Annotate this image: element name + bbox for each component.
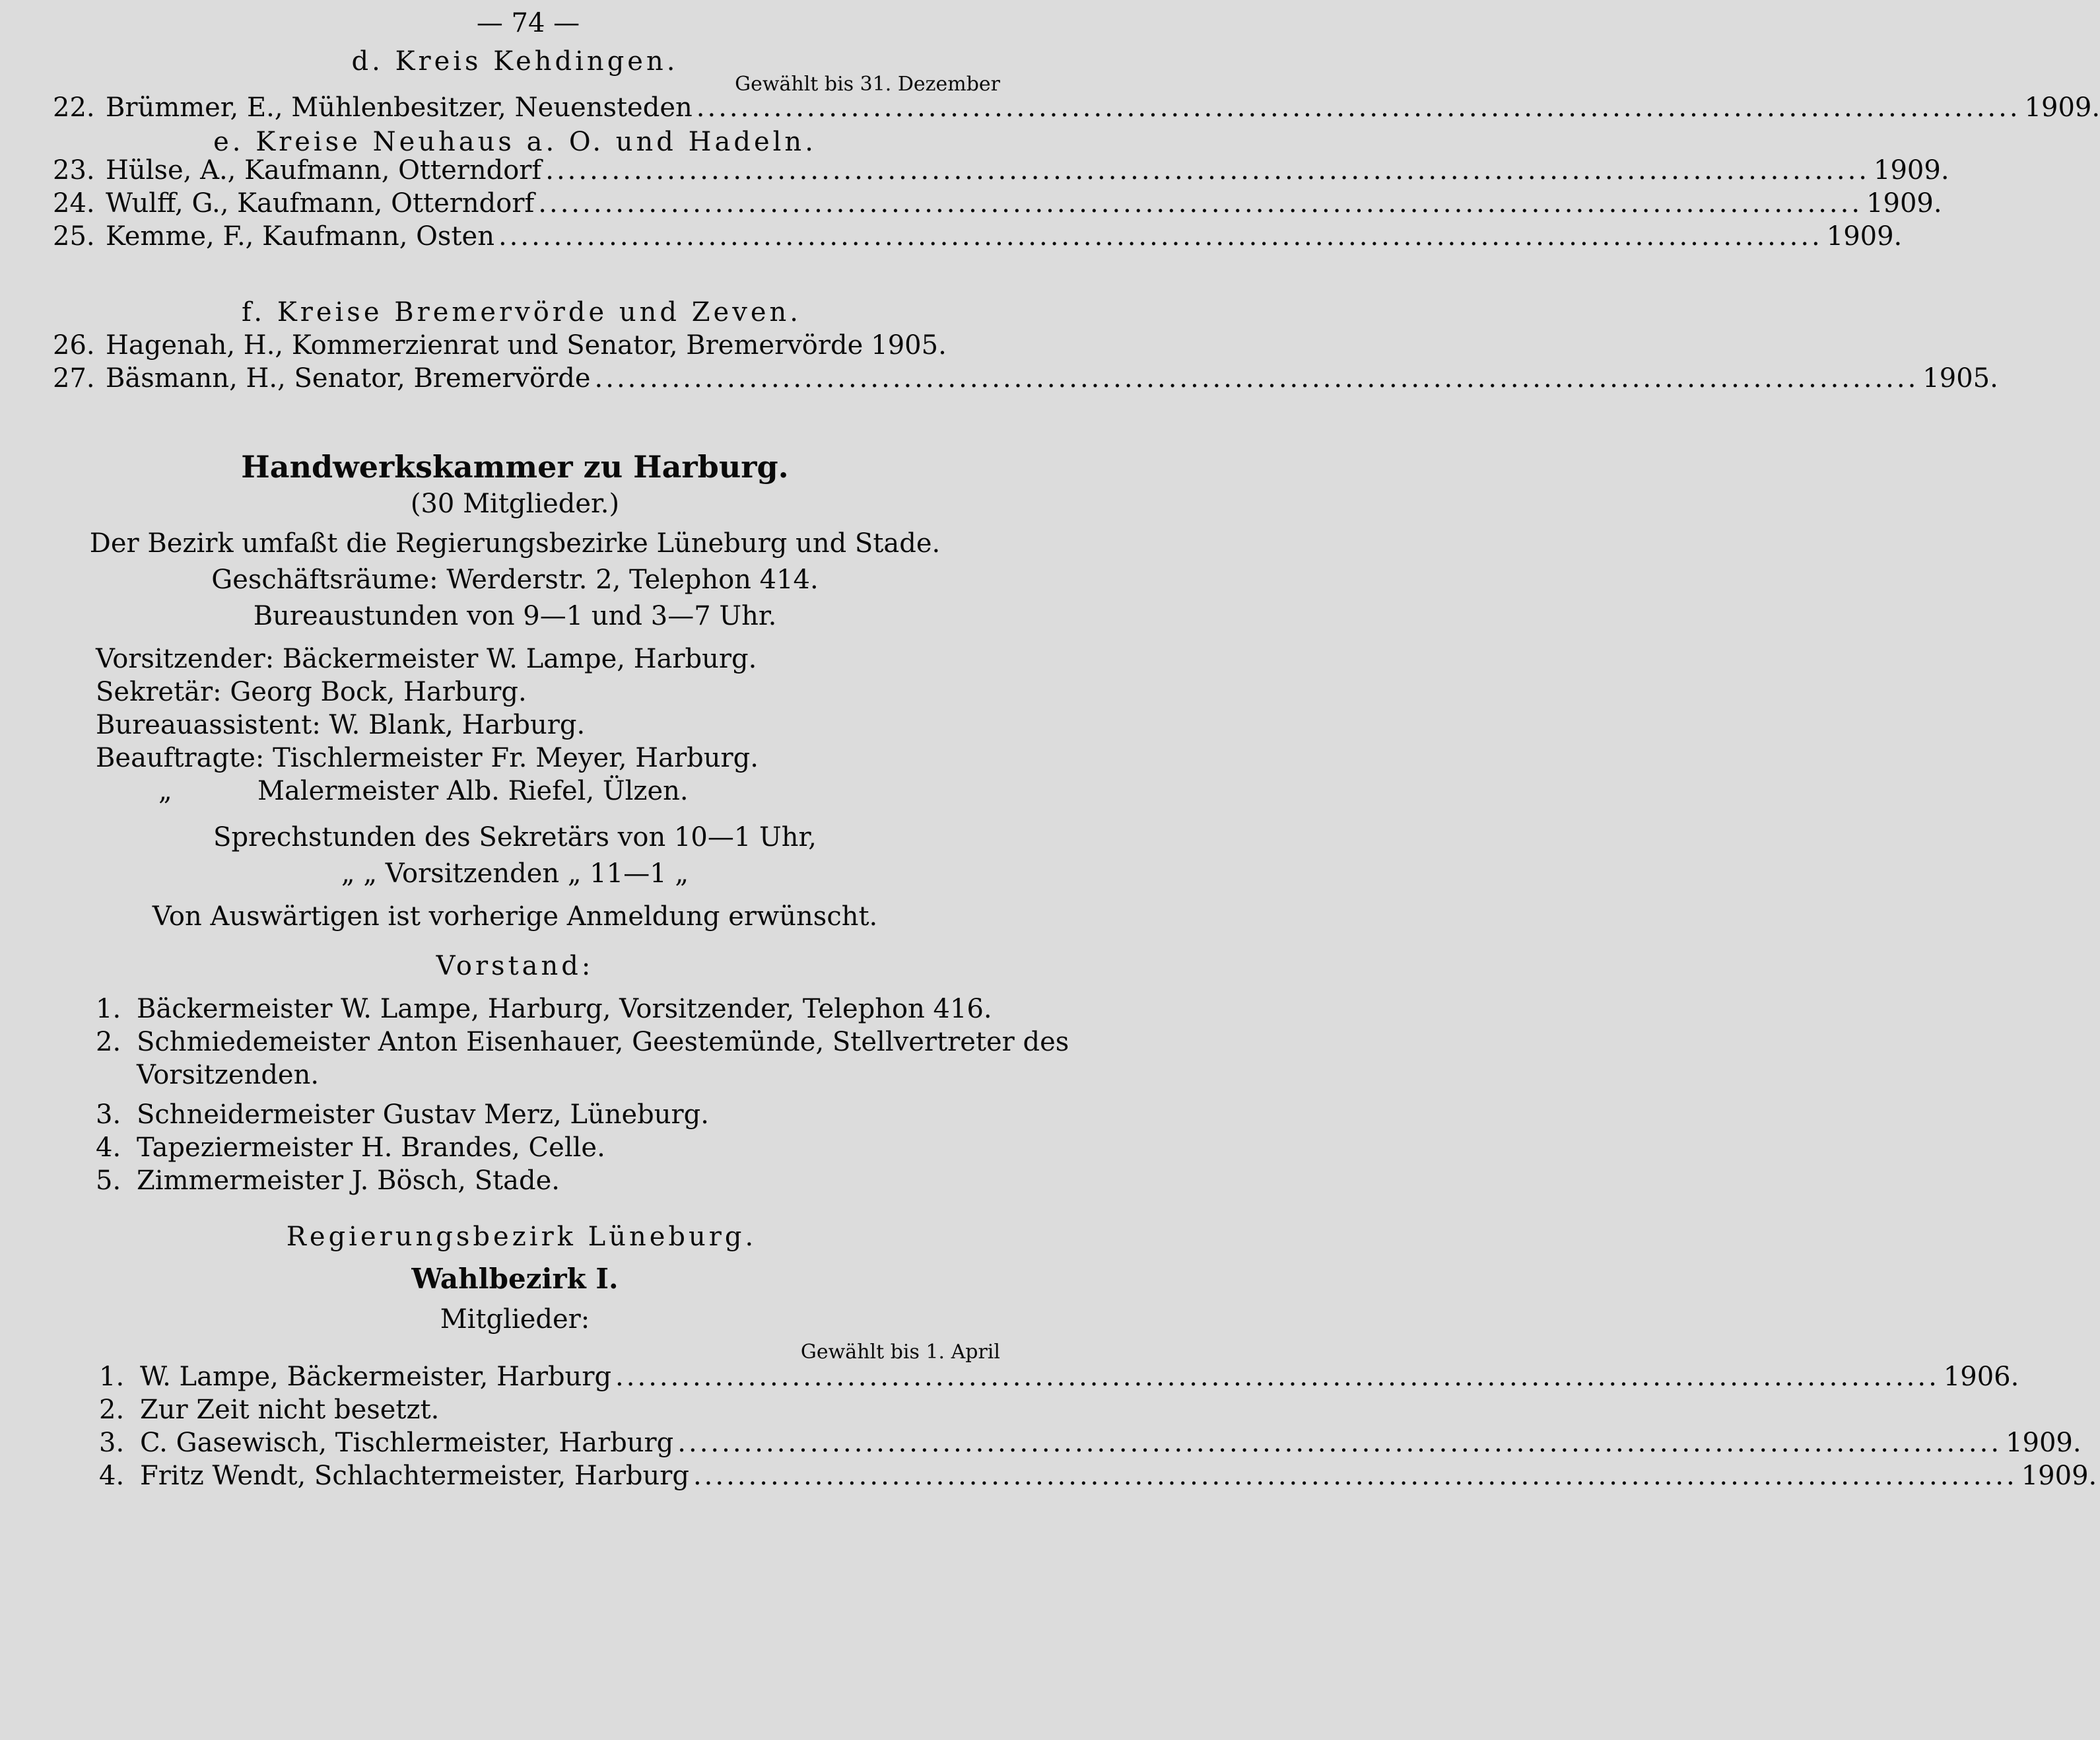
- row-year: 1909.: [1874, 155, 1949, 186]
- region-title: Regierungsbezirk Lüneburg.: [286, 1222, 757, 1252]
- elected-until-note: Gewählt bis 31. Dezember: [735, 73, 1000, 96]
- row-number: 2.: [99, 1395, 125, 1425]
- ditto-mark: „: [158, 776, 172, 806]
- row-number: 22.: [53, 92, 95, 123]
- notice-line: Von Auswärtigen ist vorherige Anmeldung erwünscht.: [152, 901, 878, 932]
- office-line: Geschäftsräume: Werderstr. 2, Telephon 414.: [211, 565, 819, 595]
- section-title-bremervoerde: f. Kreise Bremervörde und Zeven.: [242, 297, 801, 328]
- member-row: [99, 1428, 2082, 1465]
- staff-line: Bureauassistent: W. Blank, Harburg.: [96, 710, 586, 740]
- row-name: W. Lampe, Bäckermeister, Harburg: [140, 1362, 612, 1392]
- member-row: [53, 221, 1903, 258]
- leader-dots: ........................................................................................................................: [498, 221, 1823, 252]
- item-number: 2.: [96, 1027, 121, 1057]
- row-name: Bäsmann, H., Senator, Bremervörde: [106, 363, 591, 394]
- row-name: Zur Zeit nicht besetzt.: [140, 1395, 440, 1425]
- member-row: [99, 1461, 2097, 1498]
- row-year: 1906.: [1943, 1362, 2019, 1392]
- hours-line: Bureaustunden von 9—1 und 3—7 Uhr.: [253, 601, 777, 631]
- consult-hours-1: Sprechstunden des Sekretärs von 10—1 Uhr,: [213, 822, 817, 853]
- vorstand-item: [96, 1099, 709, 1130]
- leader-dots: ........................................................................................................................: [696, 92, 2021, 123]
- row-name: Fritz Wendt, Schlachtermeister, Harburg: [140, 1461, 689, 1491]
- member-row: [99, 1362, 2019, 1399]
- staff-line: Sekretär: Georg Bock, Harburg.: [96, 677, 527, 707]
- row-name: Hagenah, H., Kommerzienrat und Senator, Bremervörde: [106, 330, 864, 361]
- vorstand-item: [96, 1166, 560, 1196]
- row-year: 1905.: [871, 330, 947, 361]
- member-row: [53, 188, 1942, 225]
- row-year: 1905.: [1922, 363, 1998, 394]
- leader-dots: ........................................................................................................................: [693, 1461, 2017, 1491]
- elected-until-note: Gewählt bis 1. April: [800, 1340, 1000, 1364]
- members-label: Mitglieder:: [440, 1304, 590, 1335]
- row-number: 1.: [99, 1362, 125, 1392]
- member-row: [53, 330, 947, 367]
- member-row: [53, 92, 2100, 129]
- row-number: 25.: [53, 221, 95, 252]
- item-text: Tapeziermeister H. Brandes, Celle.: [137, 1132, 605, 1163]
- row-name: Brümmer, E., Mühlenbesitzer, Neuensteden: [106, 92, 693, 123]
- row-name: Hülse, A., Kaufmann, Otterndorf: [106, 155, 542, 186]
- chamber-title: Handwerkskammer zu Harburg.: [241, 449, 789, 485]
- row-year: 1909.: [1866, 188, 1942, 219]
- members-count: (30 Mitglieder.): [410, 489, 620, 519]
- region-subtitle: Wahlbezirk I.: [411, 1263, 619, 1295]
- row-number: 26.: [53, 330, 95, 361]
- vorstand-item: [96, 994, 992, 1024]
- row-number: 23.: [53, 155, 95, 186]
- member-row: [53, 363, 1998, 400]
- vorstand-item: [96, 1132, 605, 1163]
- row-number: 24.: [53, 188, 95, 219]
- section-title-neuhaus: e. Kreise Neuhaus a. O. und Hadeln.: [213, 127, 817, 157]
- row-year: 1909.: [1826, 221, 1903, 252]
- district-line: Der Bezirk umfaßt die Regierungsbezirke Lüneburg und Stade.: [89, 528, 941, 559]
- row-year: 1909.: [2021, 1461, 2097, 1491]
- leader-dots: ........................................................................................................................: [538, 188, 1863, 219]
- row-number: 3.: [99, 1428, 125, 1458]
- vorstand-item: [96, 1027, 1069, 1057]
- vorstand-title: Vorstand:: [436, 951, 594, 981]
- item-text: Zimmermeister J. Bösch, Stade.: [137, 1166, 560, 1196]
- staff-line: Vorsitzender: Bäckermeister W. Lampe, Harburg.: [96, 644, 757, 674]
- leader-dots: ........................................................................................................................: [615, 1362, 1940, 1392]
- row-name: Wulff, G., Kaufmann, Otterndorf: [106, 188, 535, 219]
- row-year: 1909.: [2006, 1428, 2082, 1458]
- item-number: 1.: [96, 994, 121, 1024]
- vorstand-item: [96, 1060, 319, 1090]
- item-number: 3.: [96, 1099, 121, 1130]
- staff-line: Beauftragte: Tischlermeister Fr. Meyer, Harburg.: [96, 743, 759, 773]
- item-text: Schmiedemeister Anton Eisenhauer, Geestemünde, Stellvertreter des: [137, 1027, 1069, 1057]
- row-number: 27.: [53, 363, 95, 394]
- leader-dots: ........................................................................................................................: [677, 1428, 2002, 1458]
- row-year: 1909.: [2024, 92, 2100, 123]
- consult-hours-2: „ „ Vorsitzenden „ 11—1 „: [341, 858, 689, 889]
- section-title-kehdingen: d. Kreis Kehdingen.: [351, 46, 679, 77]
- page-number: — 74 —: [476, 8, 580, 38]
- item-text: Schneidermeister Gustav Merz, Lüneburg.: [137, 1099, 709, 1130]
- item-text: Vorsitzenden.: [137, 1060, 320, 1090]
- item-number: 5.: [96, 1166, 121, 1196]
- row-name: Kemme, F., Kaufmann, Osten: [106, 221, 494, 252]
- member-row: [53, 155, 1949, 192]
- staff-line: Malermeister Alb. Riefel, Ülzen.: [257, 776, 689, 806]
- item-number: 4.: [96, 1132, 121, 1163]
- member-row: [99, 1395, 944, 1432]
- leader-dots: ........................................................................................................................: [545, 155, 1870, 186]
- row-name: C. Gasewisch, Tischlermeister, Harburg: [140, 1428, 674, 1458]
- leader-dots: ........................................................................................................................: [594, 363, 1919, 394]
- item-text: Bäckermeister W. Lampe, Harburg, Vorsitzender, Telephon 416.: [137, 994, 992, 1024]
- row-number: 4.: [99, 1461, 125, 1491]
